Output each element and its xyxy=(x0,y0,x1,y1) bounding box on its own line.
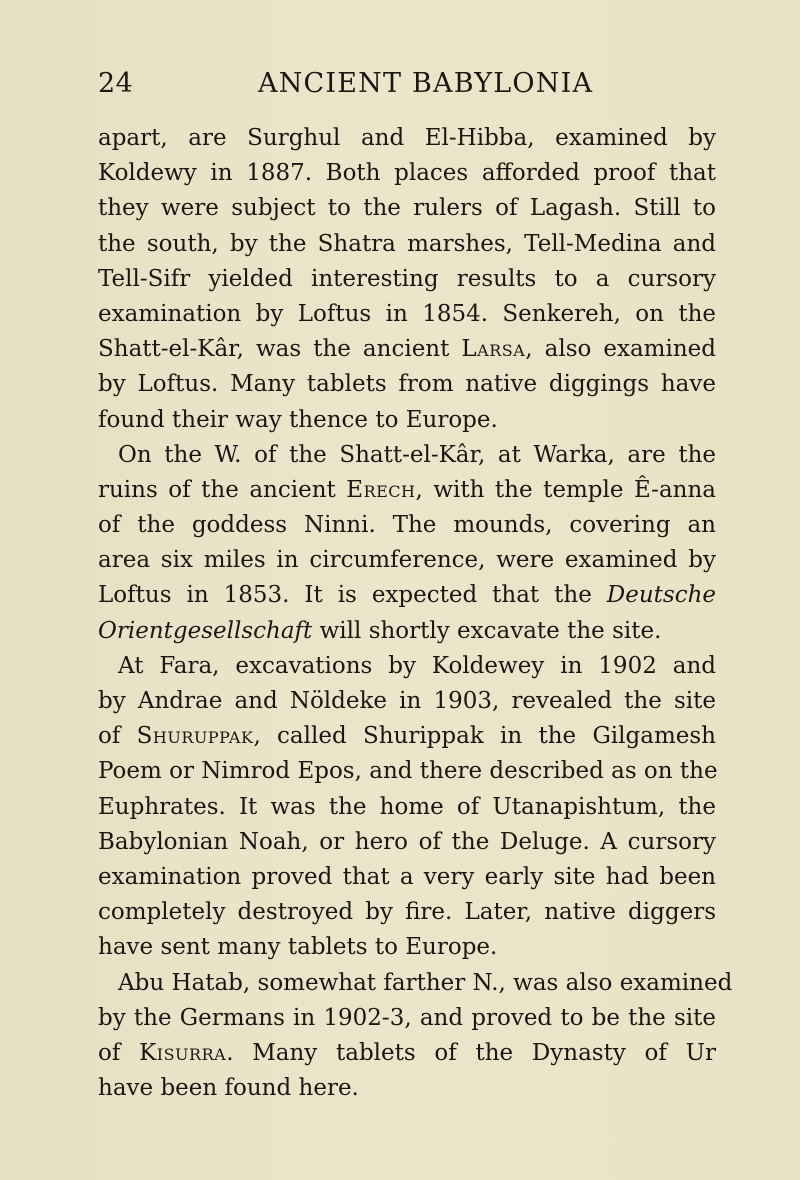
running-title: ANCIENT BABYLONIA xyxy=(258,68,594,99)
text-line: Loftus in 1853. It is expected that the Deutsche xyxy=(98,582,716,609)
place-name-erech: Erech xyxy=(346,476,416,503)
text-line: they were subject to the rulers of Lagash. Still to xyxy=(98,195,716,222)
text-line: by Loftus. Many tablets from native diggings have xyxy=(98,371,716,398)
text-line: by the Germans in 1902-3, and proved to be the site xyxy=(98,1004,716,1031)
text-line: completely destroyed by fire. Later, native diggers xyxy=(98,899,716,926)
text-line: examination proved that a very early site had been xyxy=(98,863,716,890)
text-line: the south, by the Shatra marshes, Tell-Medina and xyxy=(98,230,716,257)
text-line: Orientgesellschaft will shortly excavate the site. xyxy=(98,617,662,644)
text-line: Koldewy in 1887. Both places afforded proof that xyxy=(98,160,716,187)
place-name-kisurra: Kisurra xyxy=(139,1039,227,1066)
text-line: by Andrae and Nöldeke in 1903, revealed the site xyxy=(98,688,716,714)
text-line: Tell-Sifr yielded interesting results to a cursory xyxy=(98,265,716,292)
text-line: examination by Loftus in 1854. Senkereh, on the xyxy=(98,300,716,327)
page-header xyxy=(98,68,718,112)
italic-deutsche: Deutsche xyxy=(606,582,716,609)
place-name-shuruppak: Shuruppak xyxy=(136,723,254,750)
text-line: On the W. of the Shatt-el-Kâr, at Warka, are the xyxy=(118,441,716,468)
text-line: found their way thence to Europe. xyxy=(98,406,498,433)
text-line: Poem or Nimrod Epos, and there described as on the xyxy=(98,758,718,785)
text-line: of the goddess Ninni. The mounds, covering an xyxy=(98,512,716,539)
italic-orientgesellschaft: Orientgesellschaft xyxy=(98,617,313,644)
text-line: have sent many tablets to Europe. xyxy=(98,934,498,961)
text-line: of Shuruppak, called Shurippak in the Gilgamesh xyxy=(98,723,716,750)
text-line: ruins of the ancient Erech, with the temple Ê-anna xyxy=(98,476,717,503)
text-line: of Kisurra. Many tablets of the Dynasty of Ur xyxy=(98,1039,717,1066)
body-text xyxy=(98,121,733,1106)
text-line: Shatt-el-Kâr, was the ancient Larsa, also examined xyxy=(98,336,716,363)
place-name-larsa: Larsa xyxy=(461,336,526,363)
text-line: have been found here. xyxy=(98,1075,359,1102)
text-line: Abu Hatab, somewhat farther N., was also examined xyxy=(118,969,733,996)
page-number: 24 xyxy=(98,68,134,99)
text-line: area six miles in circumference, were examined by xyxy=(98,547,716,574)
text-line: apart, are Surghul and El-Hibba, examined by xyxy=(98,125,716,151)
text-line: At Fara, excavations by Koldewey in 1902 and xyxy=(118,652,716,679)
text-line: Euphrates. It was the home of Utanapishtum, the xyxy=(98,793,716,820)
text-line: Babylonian Noah, or hero of the Deluge. A cursory xyxy=(98,828,716,855)
